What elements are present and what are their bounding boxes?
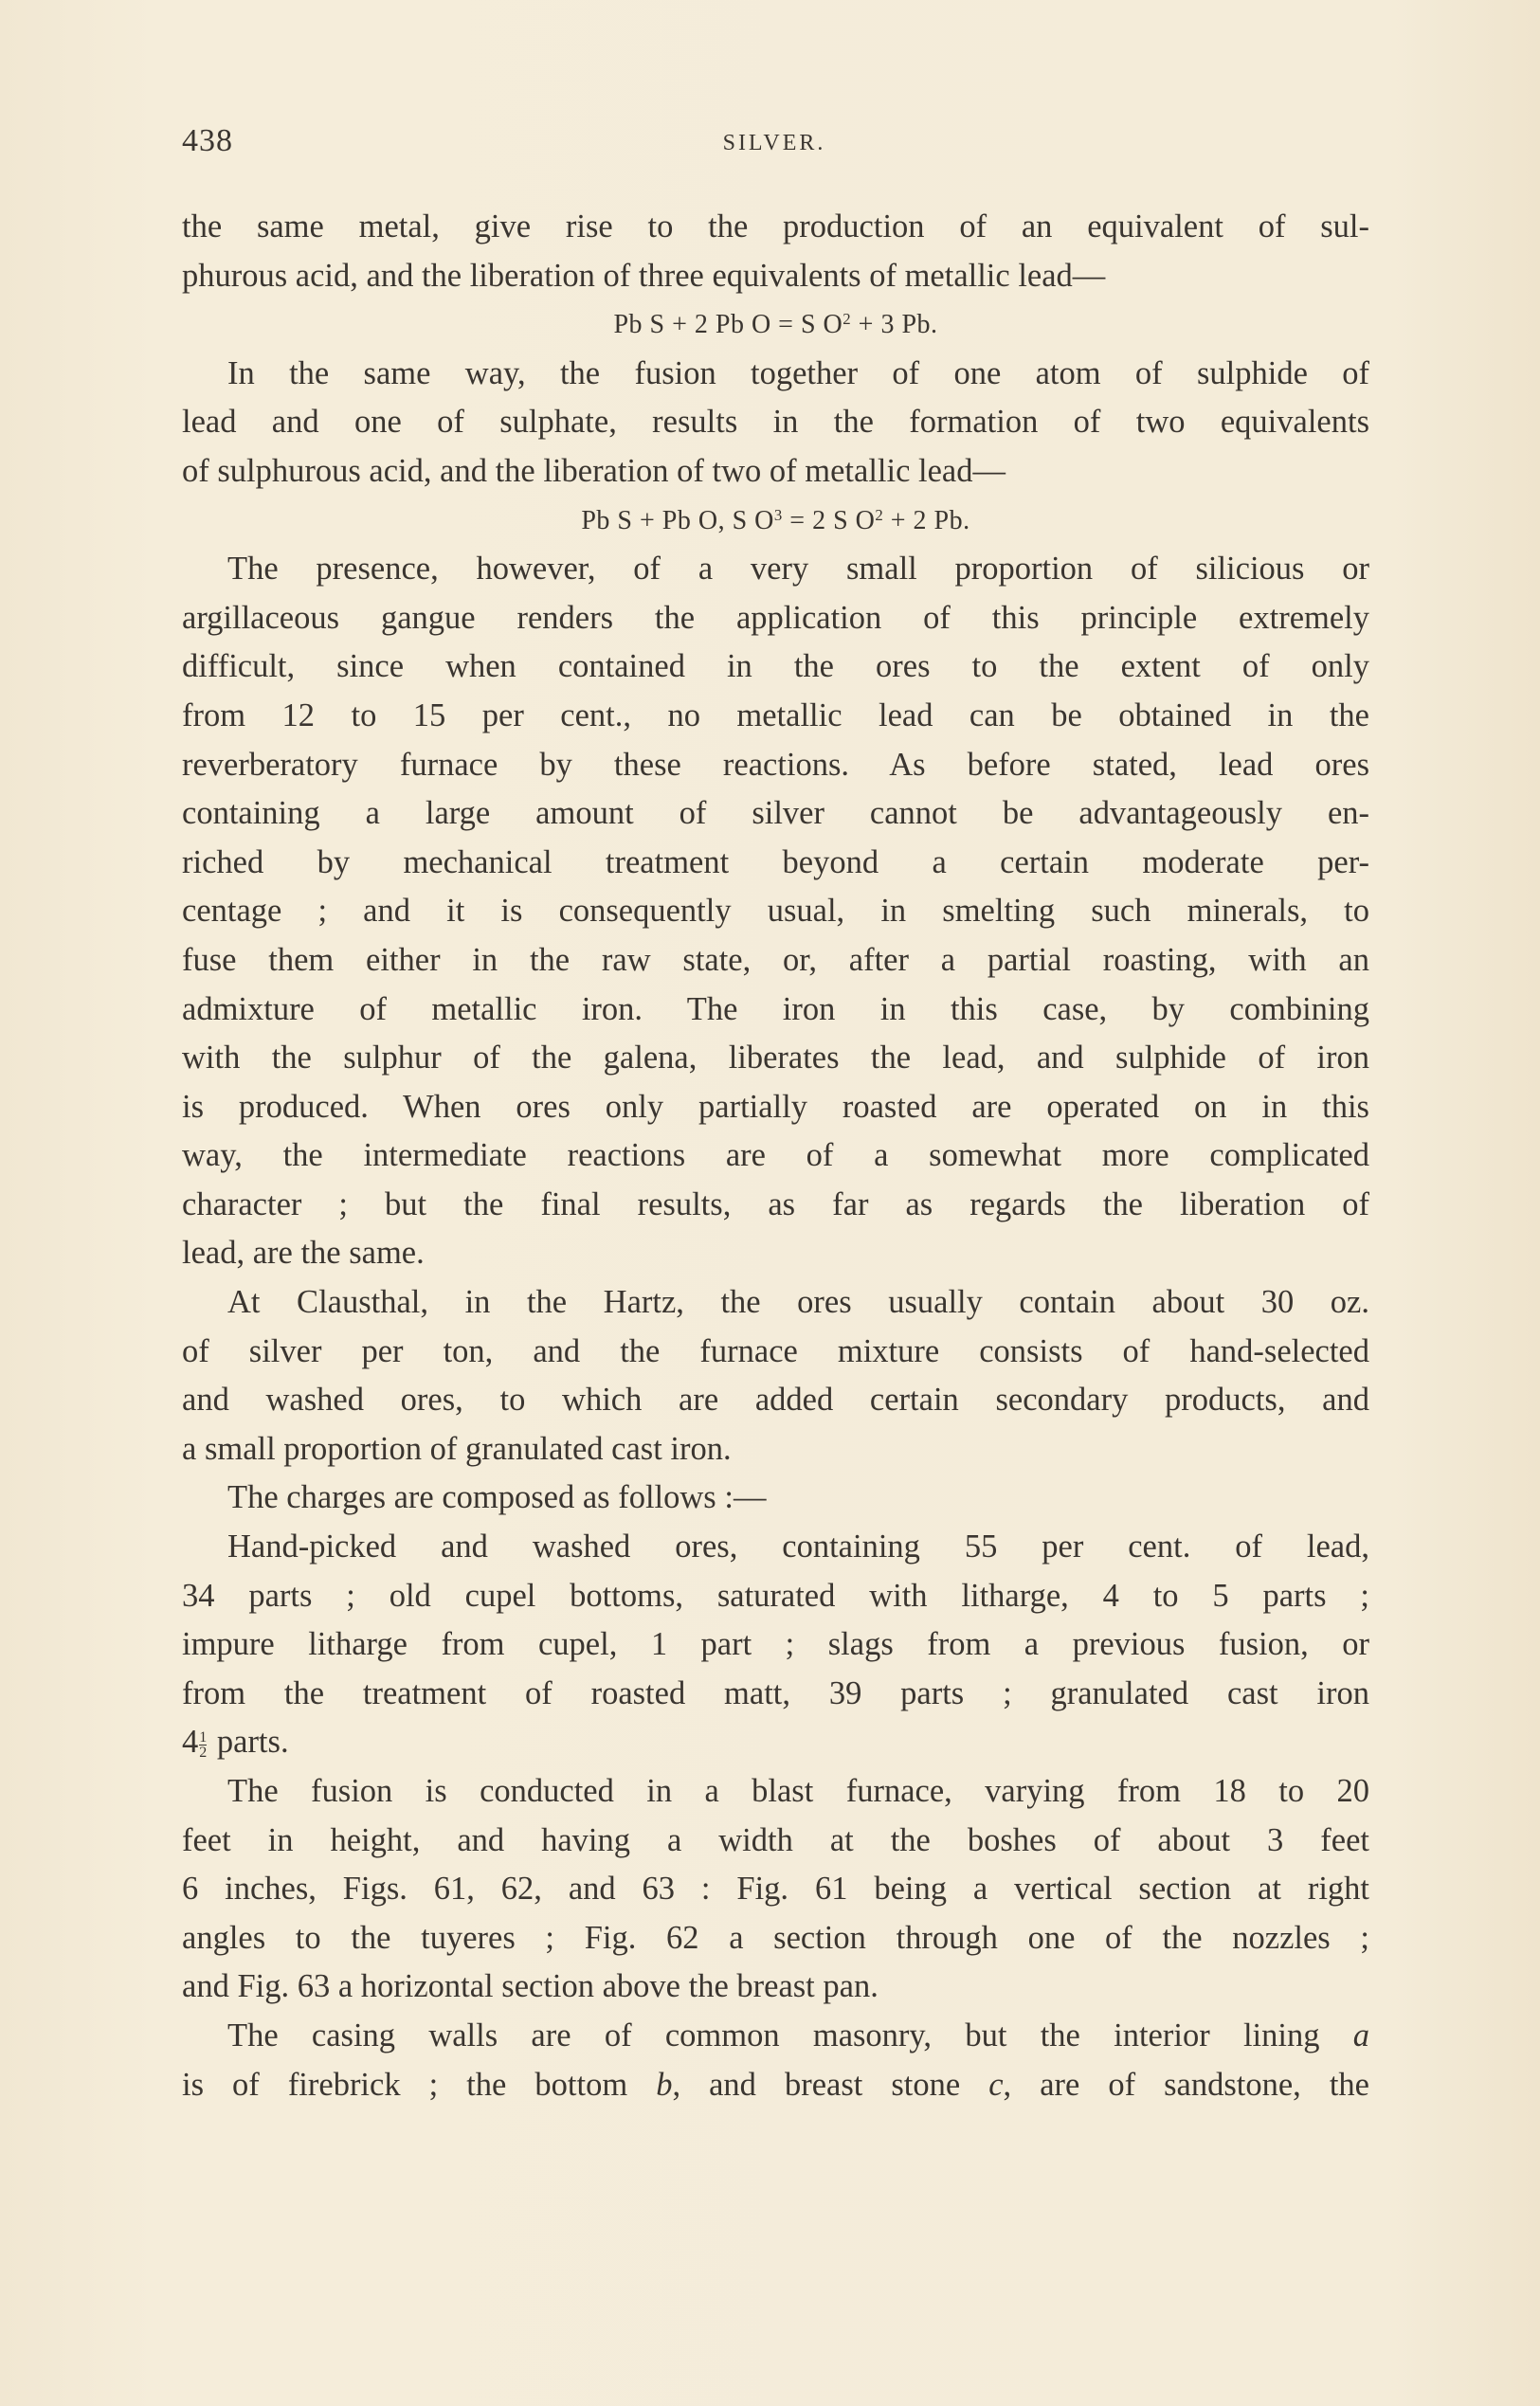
- text-fragment: The casing walls are of common masonry, but the interior lining: [227, 2017, 1320, 2053]
- text-line: 34 parts ; old cupel bottoms, saturated with litharge, 4 to 5 parts ;: [182, 1577, 1369, 1614]
- text-fragment: , are of sandstone, the: [1003, 2066, 1369, 2103]
- equation-text: + 3 Pb.: [851, 310, 938, 340]
- fraction-denominator: 2: [199, 1744, 208, 1761]
- text-fragment: parts.: [208, 1724, 289, 1761]
- text-line: feet in height, and having a width at the boshes of about 3 feet: [182, 1821, 1369, 1858]
- page-number: 438: [182, 123, 233, 158]
- text-line: of silver per ton, and the furnace mixture consists of hand-selected: [182, 1332, 1369, 1369]
- text-line: The fusion is conducted in a blast furnace, varying from 18 to 20: [227, 1773, 1369, 1809]
- text-line: difficult, since when contained in the ores to the extent of only: [182, 648, 1369, 685]
- text-line: from 12 to 15 per cent., no metallic lead can be obtained in the: [182, 696, 1369, 733]
- equation-text: = 2 S O: [782, 505, 876, 535]
- text-line: centage ; and it is consequently usual, in smelting such minerals, to: [182, 893, 1369, 930]
- text-line: and Fig. 63 a horizontal section above the breast pan.: [182, 1968, 879, 2005]
- text-line: The presence, however, of a very small proportion of silicious or: [227, 551, 1369, 588]
- text-line-last: [182, 2061, 1369, 2110]
- text-line: reverberatory furnace by these reactions. As before stated, lead ores: [182, 746, 1369, 783]
- equation-text: Pb S + Pb O, S O: [581, 505, 774, 535]
- text-line: of sulphurous acid, and the liberation of two of metallic lead—: [182, 452, 1006, 489]
- text-line: In the same way, the fusion together of one atom of sulphide of: [227, 354, 1369, 391]
- italic-letter: a: [1352, 2017, 1369, 2053]
- text-line: from the treatment of roasted matt, 39 parts ; granulated cast iron: [182, 1674, 1369, 1711]
- running-head: SILVER.: [722, 131, 826, 155]
- text-line: lead, are the same.: [182, 1235, 425, 1272]
- text-line: and washed ores, to which are added certain secondary products, and: [182, 1382, 1369, 1419]
- subscript-number: 2: [842, 309, 852, 328]
- body-text: [182, 203, 1369, 2109]
- text-line: 6 inches, Figs. 61, 62, and 63 : Fig. 61 being a vertical section at right: [182, 1871, 1369, 1908]
- text-line: angles to the tuyeres ; Fig. 62 a section through one of the nozzles ;: [182, 1919, 1369, 1956]
- italic-letter: c: [988, 2066, 1004, 2103]
- text-line-lining: [182, 2012, 1369, 2061]
- text-line: riched by mechanical treatment beyond a certain moderate per-: [182, 843, 1369, 880]
- subscript-number: 2: [875, 505, 884, 524]
- equation-text: Pb S + 2 Pb O = S O: [613, 310, 843, 340]
- text-line: character ; but the final results, as far as regards the liberation of: [182, 1185, 1369, 1222]
- equation-text: + 2 Pb.: [883, 505, 970, 535]
- text-line: the same metal, give rise to the production of an equivalent of sul-: [182, 208, 1369, 244]
- text-line: a small proportion of granulated cast iron.: [182, 1430, 732, 1467]
- chemical-equation-2: [182, 497, 1369, 546]
- fraction-numerator: 1: [199, 1728, 208, 1746]
- text-line: argillaceous gangue renders the application of this principle extremely: [182, 599, 1369, 636]
- fraction: [199, 1730, 207, 1760]
- fraction-whole: 4: [182, 1724, 199, 1761]
- text-line: Hand-picked and washed ores, containing 55 per cent. of lead,: [227, 1529, 1369, 1565]
- text-line: containing a large amount of silver cannot be advantageously en-: [182, 795, 1369, 832]
- text-line: fuse them either in the raw state, or, after a partial roasting, with an: [182, 941, 1369, 978]
- text-line: with the sulphur of the galena, liberates the lead, and sulphide of iron: [182, 1040, 1369, 1076]
- text-line: admixture of metallic iron. The iron in this case, by combining: [182, 990, 1369, 1027]
- subscript-number: 3: [773, 505, 783, 524]
- text-line: The charges are composed as follows :—: [227, 1479, 767, 1516]
- text-line-fraction: [182, 1718, 1369, 1767]
- text-line: impure litharge from cupel, 1 part ; slags from a previous fusion, or: [182, 1626, 1369, 1663]
- text-line: phurous acid, and the liberation of three equivalents of metallic lead—: [182, 257, 1106, 294]
- chemical-equation-1: [182, 300, 1369, 350]
- text-line: lead and one of sulphate, results in the formation of two equivalents: [182, 404, 1369, 441]
- text-line: way, the intermediate reactions are of a somewhat more complicated: [182, 1137, 1369, 1174]
- italic-letter: b: [656, 2066, 673, 2103]
- text-line: At Clausthal, in the Hartz, the ores usually contain about 30 oz.: [227, 1284, 1369, 1321]
- page-header: [182, 123, 1367, 171]
- text-line: is produced. When ores only partially roasted are operated on in this: [182, 1088, 1369, 1125]
- text-fragment: is of firebrick ; the bottom: [182, 2066, 657, 2103]
- text-fragment: , and breast stone: [672, 2066, 989, 2103]
